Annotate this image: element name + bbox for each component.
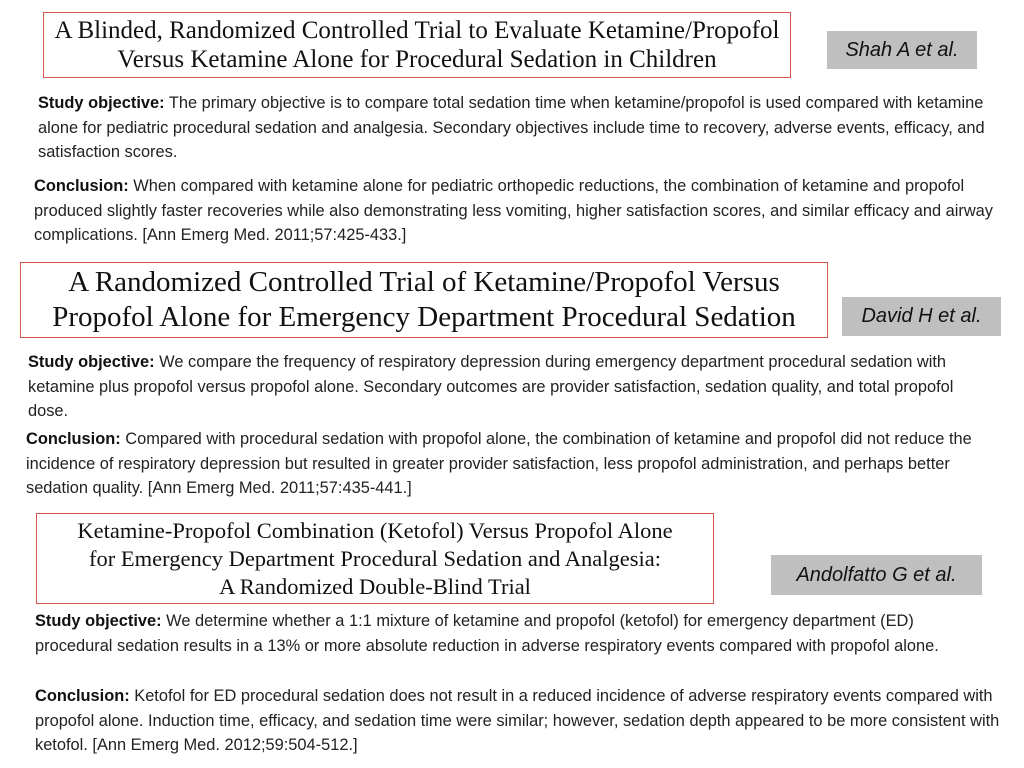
study-2-objective-text: We compare the frequency of respiratory depression during emergency department procedural sedation with ketamine plus propofol versus propofol alone. Secondary outcomes are provider satisfaction, sedation quality, and total propofol dose. <box>28 353 954 420</box>
study-3-author: Andolfatto G et al. <box>771 555 982 595</box>
study-1-objective <box>38 91 1008 165</box>
study-1-author: Shah A et al. <box>827 31 977 69</box>
study-2-title <box>20 262 828 338</box>
study-3-title <box>36 513 714 604</box>
study-2-objective <box>28 350 998 424</box>
study-3-title-line-3: A Randomized Double-Blind Trial <box>219 573 531 599</box>
study-1-title <box>43 12 791 78</box>
study-2-objective-label: Study objective: <box>28 353 155 371</box>
study-1-conclusion <box>34 174 994 248</box>
study-1-conclusion-label: Conclusion: <box>34 177 129 195</box>
study-2-conclusion-text: Compared with procedural sedation with propofol alone, the combination of ketamine and propofol did not reduce the incidence of respiratory depression but resulted in greater provider satisfaction, less propofol administration, and perhaps better sedation quality. [Ann Emerg Med. 2011;57:435-441.] <box>26 430 972 497</box>
study-1-title-line-1: A Blinded, Randomized Controlled Trial to Evaluate Ketamine/Propofol <box>54 17 780 44</box>
study-3-objective <box>35 609 995 658</box>
study-1-objective-text: The primary objective is to compare total sedation time when ketamine/propofol is used compared with ketamine alone for pediatric procedural sedation and analgesia. Secondary objectives include time to recovery, adverse events, efficacy, and satisfaction scores. <box>38 94 985 161</box>
study-2-title-line-1: A Randomized Controlled Trial of Ketamine/Propofol Versus <box>68 266 780 298</box>
study-3-title-line-1: Ketamine-Propofol Combination (Ketofol) Versus Propofol Alone <box>77 517 673 543</box>
study-1-objective-label: Study objective: <box>38 94 165 112</box>
study-2-title-line-2: Propofol Alone for Emergency Department Procedural Sedation <box>52 301 796 333</box>
study-3-objective-label: Study objective: <box>35 612 162 630</box>
study-1-conclusion-text: When compared with ketamine alone for pediatric orthopedic reductions, the combination of ketamine and propofol produced slightly faster recoveries while also demonstrating less vomiting, higher satisfaction scores, and similar efficacy and airway complications. [Ann Emerg Med. 2011;57:425-433.] <box>34 177 993 244</box>
study-2-author: David H et al. <box>842 297 1001 336</box>
study-3-conclusion <box>35 684 1000 758</box>
study-1-title-line-2: Versus Ketamine Alone for Procedural Sedation in Children <box>117 46 717 73</box>
study-3-objective-text: We determine whether a 1:1 mixture of ketamine and propofol (ketofol) for emergency department (ED) procedural sedation results in a 13% or more absolute reduction in adverse respiratory events compared with propofol alone. <box>35 612 939 655</box>
study-2-conclusion <box>26 427 1001 501</box>
study-2-conclusion-label: Conclusion: <box>26 430 121 448</box>
study-3-conclusion-text: Ketofol for ED procedural sedation does not result in a reduced incidence of adverse respiratory events compared with propofol alone. Induction time, efficacy, and sedation time were similar; however, sedation depth appeared to be more consistent with ketofol. [Ann Emerg Med. 2012;59:504-512.] <box>35 687 1000 754</box>
study-3-conclusion-label: Conclusion: <box>35 687 130 705</box>
study-3-title-line-2: for Emergency Department Procedural Sedation and Analgesia: <box>89 545 661 571</box>
